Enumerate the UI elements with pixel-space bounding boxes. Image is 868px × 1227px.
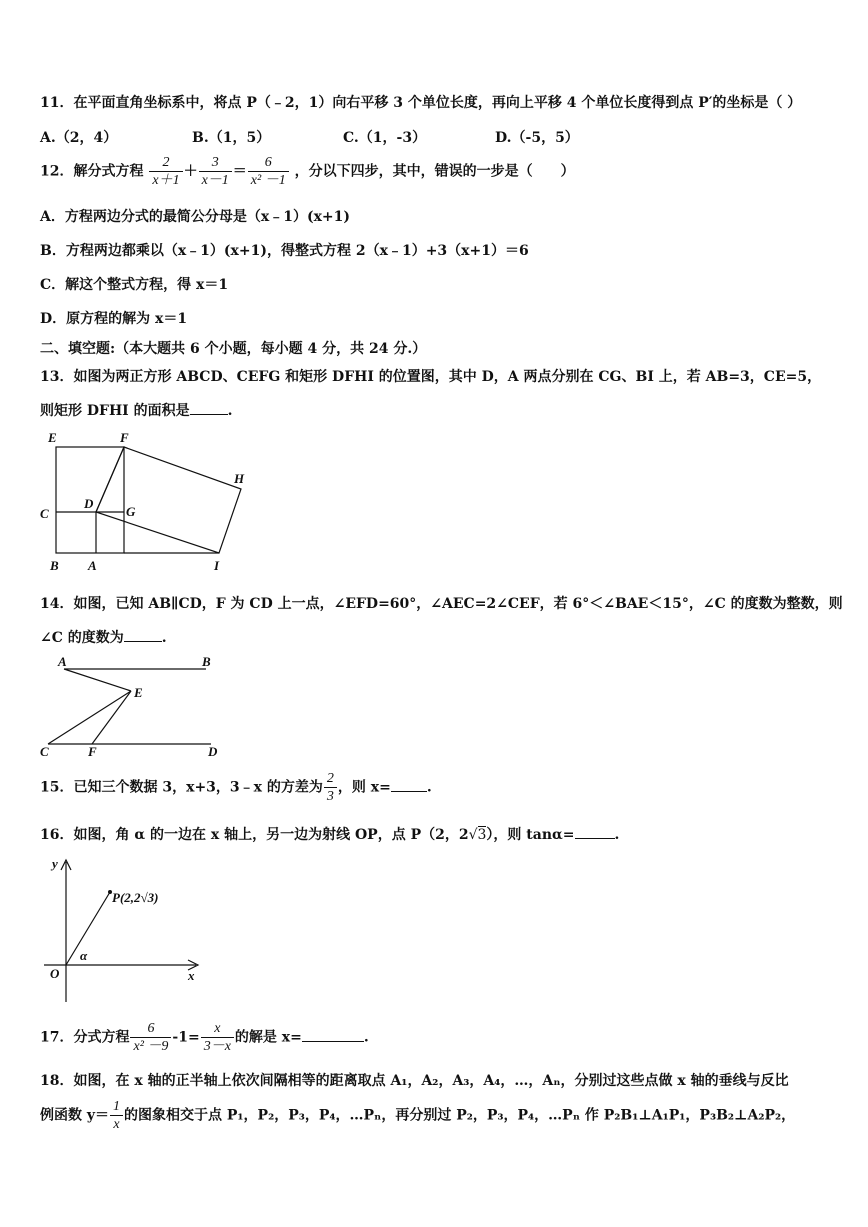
label-b: B [202, 654, 211, 669]
q12-fraction-3: $\frac{6}{\text{x² －1}}$ [248, 154, 289, 189]
label-d: D [84, 496, 94, 511]
q15-answer-blank [391, 779, 427, 792]
q15-fraction: $\frac{2}{3}$ [324, 770, 337, 805]
q18-line1: 18．如图，在 x 轴的正半轴上依次间隔相等的距离取点 A₁，A₂，A₃，A₄，…，Aₙ，分别过这些点做 x 轴的垂线与反比 [40, 1073, 789, 1089]
label-y: y [52, 856, 58, 871]
q11-stem: 11．在平面直角坐标系中，将点 P（﹣2，1）向右平移 3 个单位长度，再向上平移 4 个单位长度得到点 P′的坐标是（ ） [40, 95, 802, 111]
q12-option-b: B．方程两边都乘以（x﹣1）(x+1)，得整式方程 2（x﹣1）+3（x+1）＝6 [40, 243, 529, 259]
label-c: C [40, 744, 49, 759]
q14-period: . [161, 630, 167, 646]
q14-line1: 14．如图，已知 AB∥CD，F 为 CD 上一点，∠EFD=60°，∠AEC=2∠CEF，若 6°＜∠BAE＜15°，∠C 的度数为整数，则 [40, 596, 843, 612]
label-c: C [40, 506, 49, 521]
label-alpha: α [80, 948, 88, 963]
q18-line2 [40, 1098, 795, 1133]
q16-root: 3 [477, 827, 487, 843]
label-p: P(2,2√3) [112, 890, 159, 905]
q17-line [40, 1020, 369, 1055]
q13-line2 [40, 400, 232, 420]
q12-stem [40, 154, 575, 189]
label-a: A [58, 654, 67, 669]
q13-figure [36, 428, 266, 578]
q18-fraction: $\frac{1}{x}$ [110, 1098, 123, 1133]
q18-suffix: 的图象相交于点 P₁，P₂，P₃，P₄，…Pₙ，再分别过 P₂，P₃，P₄，…Pₙ 作 P₂B₁⊥A₁P₁，P₃B₂⊥A₂P₂， [124, 1107, 796, 1124]
q13-line1: 13．如图为两正方形 ABCD、CEFG 和矩形 DFHI 的位置图，其中 D，A 两点分别在 CG、BI 上，若 AB=3，CE=5， [40, 369, 822, 385]
q17-period: . [363, 1029, 369, 1046]
q13-period: . [227, 403, 233, 419]
q12-stem-suffix: ，分以下四步，其中，错误的一步是（ ） [294, 163, 575, 180]
q15-suffix: ，则 x= [337, 779, 391, 796]
q16-figure [36, 850, 211, 1010]
label-a: A [88, 558, 97, 573]
label-e: E [134, 685, 143, 700]
q12-stem-prefix: 12．解分式方程 [40, 163, 144, 180]
q14-line2 [40, 627, 167, 647]
section-heading: 二、填空题:（本大题共 6 个小题，每小题 4 分，共 24 分.） [40, 341, 427, 357]
q15-period: . [426, 779, 432, 796]
q15-line [40, 770, 432, 805]
q12-equals: ＝ [232, 163, 247, 180]
label-f: F [88, 744, 97, 759]
q17-answer-blank [302, 1029, 364, 1042]
label-h: H [234, 471, 245, 486]
q13-line2-text: 则矩形 DFHI 的面积是 [40, 403, 190, 419]
q17-suffix: 的解是 x= [234, 1029, 302, 1046]
q15-text: 15．已知三个数据 3，x+3，3﹣x 的方差为 [40, 779, 323, 796]
label-x: x [188, 968, 195, 983]
q16-period: . [614, 827, 620, 843]
q16-line [40, 824, 619, 844]
label-f: F [120, 430, 129, 445]
q17-fraction-2: $\frac{x}{3-x}$ [201, 1020, 234, 1055]
label-d: D [208, 744, 218, 759]
q18-text: 例函数 y＝ [40, 1107, 110, 1124]
q12-option-a: A．方程两边分式的最简公分母是（x﹣1）(x+1) [40, 209, 351, 225]
q11-option-c: C.（1，-3） [343, 130, 427, 146]
q14-figure [36, 650, 231, 760]
q13-answer-blank [190, 402, 228, 415]
label-b: B [50, 558, 59, 573]
sqrt-symbol: √ [468, 827, 478, 843]
q17-text: 17．分式方程 [40, 1029, 130, 1046]
q12-fraction-2: $\frac{3}{x-1}$ [199, 154, 232, 189]
q12-option-d: D．原方程的解为 x＝1 [40, 311, 188, 327]
q14-line2-text: ∠C 的度数为 [40, 630, 124, 646]
q12-option-c: C．解这个整式方程，得 x＝1 [40, 277, 229, 293]
q14-answer-blank [124, 629, 162, 642]
q16-answer-blank [575, 826, 615, 839]
q11-option-d: D.（-5，5） [495, 130, 579, 146]
q12-fraction-1: $\frac{2}{x+1}$ [149, 154, 182, 189]
q11-option-a: A.（2，4） [40, 130, 118, 146]
q16-text: 16．如图，角 α 的一边在 x 轴上，另一边为射线 OP，点 P（2，2 [40, 827, 469, 843]
q17-fraction-1: $\frac{6}{\text{x² －9}}$ [130, 1020, 171, 1055]
q12-plus: ＋ [183, 163, 198, 180]
q11-option-b: B.（1，5） [192, 130, 271, 146]
q16-suffix: ），则 tanα= [486, 827, 575, 843]
label-e: E [48, 430, 57, 445]
q17-mid: -1= [172, 1029, 200, 1046]
label-i: I [214, 558, 220, 573]
label-o: O [50, 966, 60, 981]
label-g: G [126, 504, 136, 519]
